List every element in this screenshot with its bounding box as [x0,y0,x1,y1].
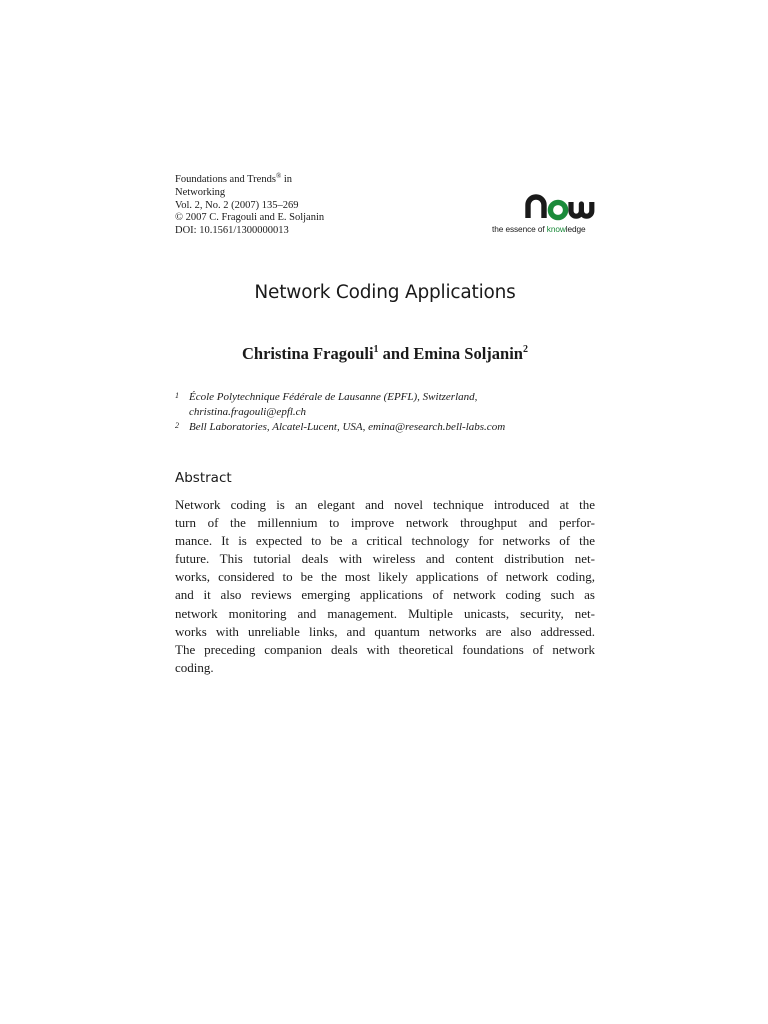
registered-mark: ® [275,172,282,180]
abstract-line: coding. [175,659,214,675]
logo-letter-w [571,202,592,216]
affiliation-line: École Polytechnique Fédérale de Lausanne (EPFL), Switzerland, [189,391,478,403]
affiliations [175,390,605,436]
author-affiliation-mark: 2 [523,344,528,355]
author-list [175,343,595,365]
publisher-tagline [492,224,596,234]
abstract-line: works with unreliable links, and quantum networks are also addressed. [175,623,595,639]
abstract-line: network monitoring and management. Multiple unicasts, security, net- [175,605,595,621]
abstract-line: The preceding companion deals with theoretical foundations of network [175,641,595,657]
journal-field: Networking [175,186,226,198]
author-name: Emina Soljanin [413,344,523,363]
affiliation-mark: 1 [175,391,179,400]
logo-letter-n [528,197,544,218]
abstract-line: turn of the millennium to improve network throughput and perfor- [175,515,595,531]
abstract-line: and it also reviews emerging applications of network coding such as [175,587,595,603]
affiliation-line: Bell Laboratories, Alcatel-Lucent, USA, emina@research.bell-labs.com [189,421,506,434]
tagline-accent: know [546,224,566,234]
publisher-logo [492,192,596,238]
abstract-line: works, considered to be the most likely applications of network coding, [175,569,595,585]
journal-doi: DOI: 10.1561/1300000013 [175,225,289,237]
affiliation-item [175,390,605,420]
abstract-body [175,496,595,677]
journal-copyright: © 2007 C. Fragouli and E. Soljanin [175,212,325,224]
paper-title: Network Coding Applications [254,282,516,303]
author-joiner: and [378,344,414,363]
journal-volume: Vol. 2, No. 2 (2007) 135–269 [175,199,299,211]
author-affiliation-mark: 1 [373,344,379,355]
journal-series-line [175,174,495,187]
journal-series-suffix: in [281,174,293,185]
affiliation-item [175,420,605,435]
affiliation-email: christina.fragouli@epfl.ch [189,406,307,419]
author-name: Christina Fragouli [241,344,374,363]
tagline-suffix: ledge [565,224,586,234]
abstract-line: future. This tutorial deals with wireless and content distribution net- [175,551,595,567]
tagline-prefix: the essence of [492,224,547,234]
abstract-line: Network coding is an elegant and novel technique introduced at the [175,497,595,512]
journal-info [175,174,495,238]
journal-series: Foundations and Trends [175,174,276,185]
affiliation-mark: 2 [175,421,179,431]
abstract-line: mance. It is expected to be a critical technology for networks of the [175,533,595,549]
logo-letter-o [550,202,565,217]
now-logo-icon [492,192,596,222]
abstract-heading: Abstract [175,470,232,486]
